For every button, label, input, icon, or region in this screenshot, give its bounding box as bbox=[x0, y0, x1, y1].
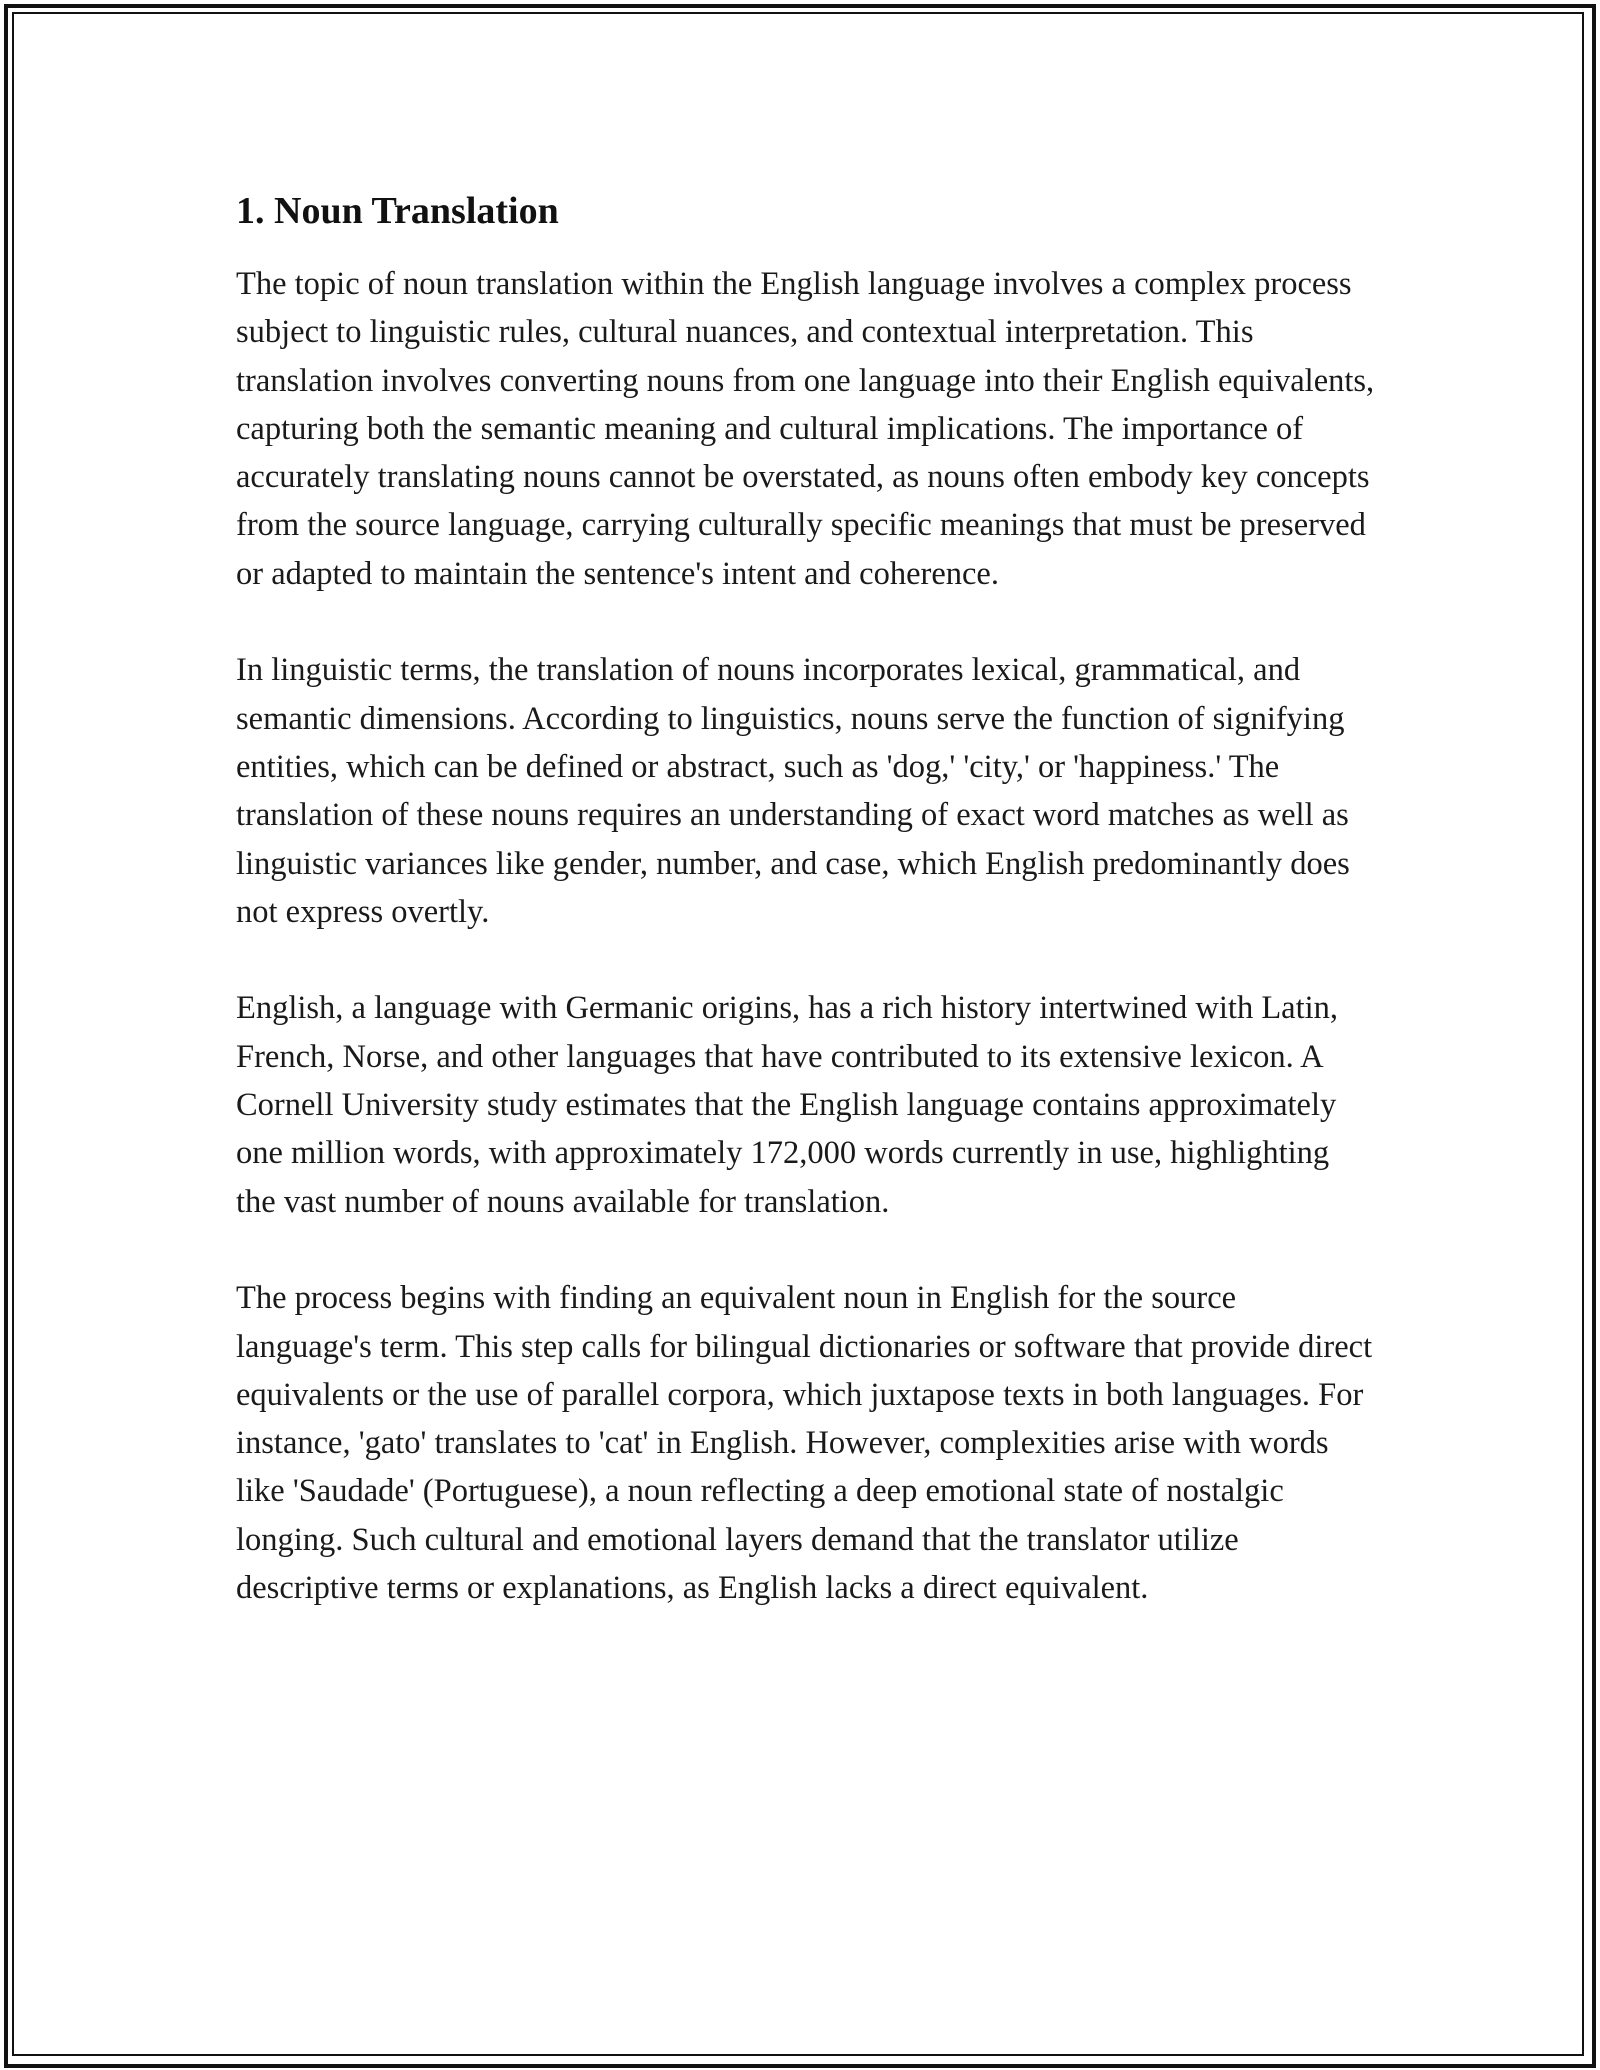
paragraph-linguistic-terms: In linguistic terms, the translation of nouns incorporates lexical, grammatical, and semantic dimensions. According to linguistics, nouns serve the function of signifying entities, which can be defined or abstract, such as 'dog,' 'city,' or 'happiness.' The translation of these nouns requires an understanding of exact word matches as well as linguistic variances like gender, number, and case, which English predominantly does not express overtly. bbox=[236, 652, 1350, 930]
section-heading: 1. Noun Translation bbox=[236, 190, 559, 232]
document-body bbox=[236, 186, 1376, 1661]
paragraph-english-origins: English, a language with Germanic origins, has a rich history intertwined with Latin, French, Norse, and other languages that have contributed to its extensive lexicon. A Cornell University study estimates that the English language contains approximately one million words, with approximately 172,000 words currently in use, highlighting the vast number of nouns available for translation. bbox=[236, 990, 1339, 1220]
paragraph-translation-process: The process begins with finding an equivalent noun in English for the source language's term. This step calls for bilingual dictionaries or software that provide direct equivalents or the use of parallel corpora, which juxtapose texts in both languages. For instance, 'gato' translates to 'cat' in English. However, complexities arise with words like 'Saudade' (Portuguese), a noun reflecting a deep emotional state of nostalgic longing. Such cultural and emotional layers demand that the translator utilize descriptive terms or explanations, as English lacks a direct equivalent. bbox=[236, 1280, 1373, 1607]
paragraph-intro: The topic of noun translation within the English language involves a complex process subject to linguistic rules, cultural nuances, and contextual interpretation. This translation involves converting nouns from one language into their English equivalents, capturing both the semantic meaning and cultural implications. The importance of accurately translating nouns cannot be overstated, as nouns often embody key concepts from the source language, carrying culturally specific meanings that must be preserved or adapted to maintain the sentence's intent and coherence. bbox=[236, 266, 1375, 592]
